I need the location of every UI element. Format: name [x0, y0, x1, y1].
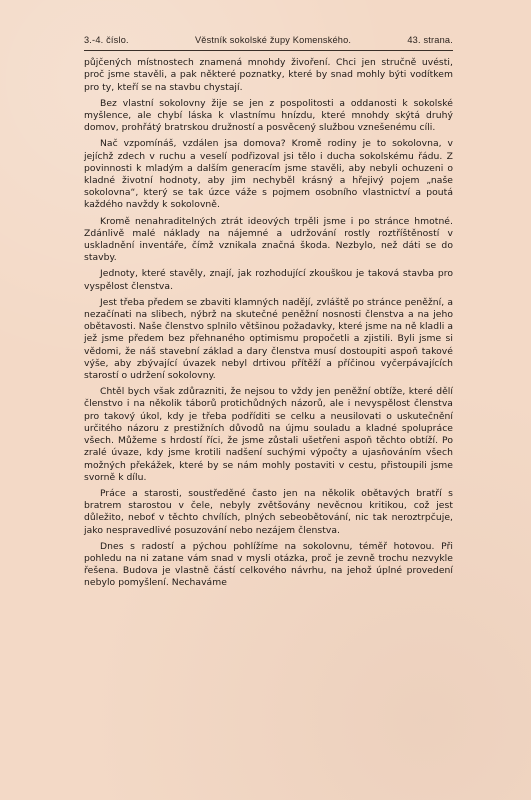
- running-header: [84, 36, 453, 48]
- paragraph: Kromě nenahraditelných ztrát ideových trpěli jsme i po stránce hmotné. Zdánlivě malé náklady na nájemné a udržování rostly roztříštěností v uskladnění inventáře, čímž vznikala značná škoda. Nezbylo, než dáti se do stavby.: [84, 215, 453, 264]
- header-rule: [84, 50, 453, 51]
- paragraph: Dnes s radostí a pýchou pohlížíme na sokolovnu, téměř hotovou. Při pohledu na ni zatane vám snad v mysli otázka, proč je zevně trochu nezvykle řešena. Budova je vlastně částí celkového návrhu, na jehož úplné provedení nebylo pomyšlení. Nechaváme: [84, 540, 453, 589]
- page-number: 43. strana.: [407, 35, 453, 45]
- paragraph: Chtěl bych však zdůrazniti, že nejsou to vždy jen peněžní obtíže, které dělí členstvo i na několik táborů protichůdných názorů, ale i nevyspělost členstva pro takový úkol, kdy je třeba podříditi se celku a neusilovati o uskutečnění určitého názoru z prestižních důvodů na újmu souladu a kladné spolupráce všech. Můžeme s hrdostí říci, že jsme zůstali ušetřeni aspoň těchto obtíží. Po zralé úvaze, kdy jsme krotili nadšení suchými výpočty a ujasňováním všech možných překážek, které by se nám mohly postaviti v cestu, přistoupili jsme svorně k dílu.: [84, 386, 453, 483]
- paragraph: Bez vlastní sokolovny žije se jen z pospolitosti a oddanosti k sokolské myšlence, ale chybí láska k vlastnímu hnízdu, které mnohdy skýtá druhý domov, prohřátý bratrskou družností a posvěcený službou vznešenému cíli.: [84, 97, 453, 134]
- paragraph: Práce a starosti, soustředěné často jen na několik obětavých bratří s bratrem starostou v čele, nebyly zvětšovány nevěcnou kritikou, což jest důležito, neboť v těchto chvílích, plných sebeobětování, nic tak neroztrpčuje, jako nespravedlivé posuzování nebo nezájem členstva.: [84, 487, 453, 536]
- article-body: [84, 57, 453, 589]
- paragraph: Jest třeba předem se zbaviti klamných nadějí, zvláště po stránce peněžní, a nezačínati na slibech, nýbrž na skutečné peněžní nosnosti členstva a na jeho obětavosti. Naše členstvo splnilo většinou požadavky, které jsme na ně kladli a jež jsme předem bez přehnaného optimismu propočetli a zjistili. Byli jsme si vědomi, že náš stavební základ a dary členstva musí dostoupiti aspoň takové výše, aby zbývající úvazek nebyl drtivou přítěží a příčinou vyčerpávajících starostí o udržení sokolovny.: [84, 296, 453, 382]
- issue-number: 3.-4. číslo.: [84, 35, 129, 45]
- paragraph: půjčených místnostech znamená mnohdy živoření. Chci jen stručně uvésti, proč jsme stavěli, a pak některé poznatky, které by snad mohly býti vodítkem pro ty, kteří se na stavbu chystají.: [84, 57, 453, 93]
- journal-title: Věstník sokolské župy Komenského.: [194, 35, 352, 45]
- paragraph: Nač vzpomínáš, vzdálen jsa domova? Kromě rodiny je to sokolovna, v jejíchž zdech v ruchu a veselí podřizoval jsi tělo i ducha sokolskému řádu. Z povinnosti k mladým a dalším generacím jsme stavěli, aby nebyli ochuzeni o kladné životní hodnoty, aby jim nechyběl krásný a hřejivý pojem „naše sokolovna“, který se tak úzce váže s pojmem osobního vlastnictví a poutá každého navždy k sokolovně.: [84, 138, 453, 211]
- paragraph: Jednoty, které stavěly, znají, jak rozhodující zkouškou je taková stavba pro vyspělost členstva.: [84, 268, 453, 292]
